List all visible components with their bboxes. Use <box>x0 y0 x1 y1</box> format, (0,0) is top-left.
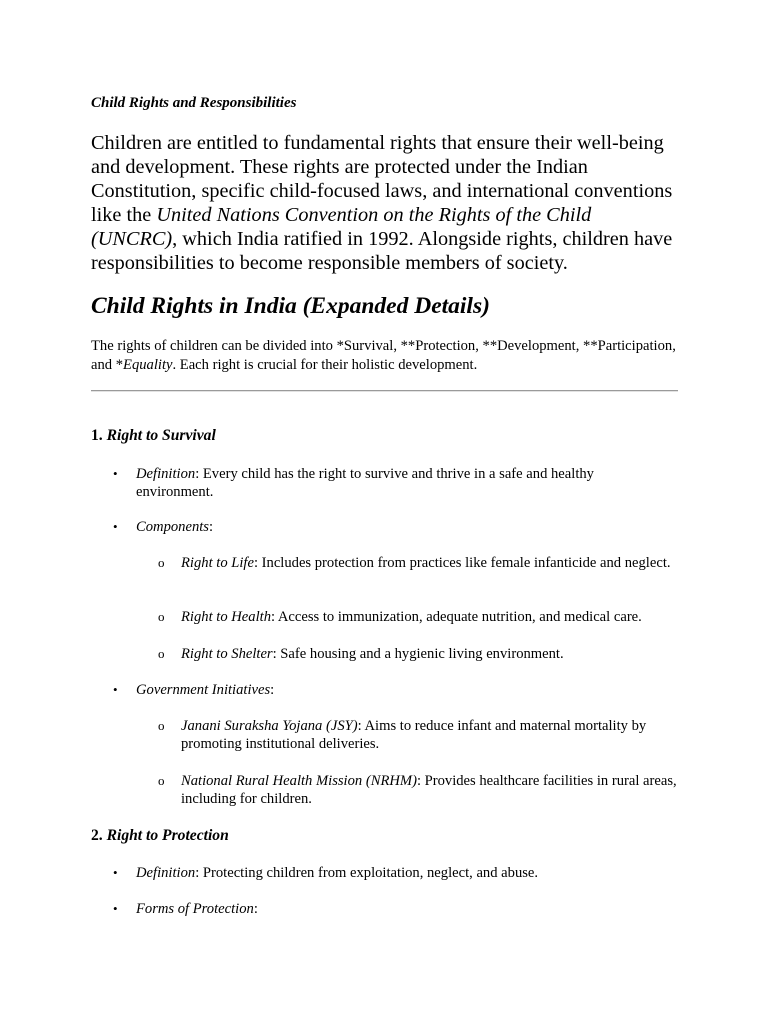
item-text: : <box>208 519 214 535</box>
item-term: Government Initiatives <box>136 682 271 698</box>
item-term: Right to Health <box>181 609 271 625</box>
list-item-definition <box>136 465 646 502</box>
intro-paragraph <box>91 131 681 275</box>
sub-list-item-right-to-shelter <box>181 645 681 663</box>
sub-bullet-icon: o <box>158 609 165 624</box>
item-term: Janani Suraksha Yojana (JSY) <box>181 718 358 734</box>
bullet-icon: • <box>113 466 118 481</box>
item-text: : <box>253 901 258 917</box>
item-term: Right to Shelter <box>181 646 273 662</box>
lead-emphasis: Equality <box>123 356 173 373</box>
subsection-heading-protection <box>91 826 229 846</box>
item-text: : Includes protection from practices like female infanticide and neglect. <box>253 555 671 571</box>
sub-bullet-icon: o <box>158 555 165 570</box>
sub-bullet-icon: o <box>158 718 165 733</box>
item-term: National Rural Health Mission (NRHM) <box>181 773 417 789</box>
sub-list-item-jsy <box>181 717 681 754</box>
item-text: : <box>270 682 275 698</box>
sub-list-item-right-to-health <box>181 608 681 626</box>
lead-paragraph <box>91 337 681 374</box>
subsection-number: 2. <box>91 827 107 844</box>
document-title: Child Rights and Responsibilities <box>91 95 297 111</box>
item-text: : Provides healthcare facilities in rural areas, including for children. <box>181 773 677 808</box>
sub-list-item-nrhm <box>181 772 681 809</box>
list-item-definition <box>136 864 646 882</box>
item-text: : Protecting children from exploitation, neglect, and abuse. <box>195 865 539 881</box>
subsection-title: Right to Protection <box>106 827 229 844</box>
section-heading: Child Rights in India (Expanded Details) <box>91 293 490 319</box>
bullet-icon: • <box>113 901 118 916</box>
item-term: Components <box>136 519 209 535</box>
item-text: : Access to immunization, adequate nutrition, and medical care. <box>271 609 642 625</box>
sub-list-item-right-to-life <box>181 554 681 572</box>
subsection-number: 1. <box>91 427 107 444</box>
subsection-title: Right to Survival <box>106 427 216 444</box>
sub-bullet-icon: o <box>158 646 165 661</box>
item-term: Right to Life <box>181 555 254 571</box>
list-item-components <box>136 518 646 536</box>
item-text: : Aims to reduce infant and maternal mortality by promoting institutional deliveries. <box>181 718 647 753</box>
item-term: Definition <box>136 466 196 482</box>
lead-text-2: . Each right is crucial for their holistic development. <box>172 356 478 373</box>
bullet-icon: • <box>113 865 118 880</box>
item-term: Forms of Protection <box>136 901 254 917</box>
item-text: : Safe housing and a hygienic living environment. <box>272 646 564 662</box>
intro-emphasis: United Nations Convention on the Rights of the Child (UNCRC) <box>91 204 592 250</box>
list-item-government-initiatives <box>136 681 646 699</box>
horizontal-rule <box>91 390 678 392</box>
bullet-icon: • <box>113 682 118 697</box>
lead-text-1: The rights of children can be divided into *Survival, **Protection, **Development, **Participation, and * <box>91 338 676 373</box>
subsection-heading-survival <box>91 426 216 446</box>
bullet-icon: • <box>113 519 118 534</box>
intro-text-2: , which India ratified in 1992. Alongside rights, children have responsibilities to become responsible members of society. <box>91 228 673 274</box>
item-text: : Every child has the right to survive and thrive in a safe and healthy environment. <box>136 466 594 501</box>
item-term: Definition <box>136 865 196 881</box>
list-item-forms-of-protection <box>136 900 646 918</box>
intro-text-1: Children are entitled to fundamental rights that ensure their well-being and development. These rights are protected under the Indian Constitution, specific child-focused laws, and international conventions like the <box>91 132 673 226</box>
sub-bullet-icon: o <box>158 773 165 788</box>
